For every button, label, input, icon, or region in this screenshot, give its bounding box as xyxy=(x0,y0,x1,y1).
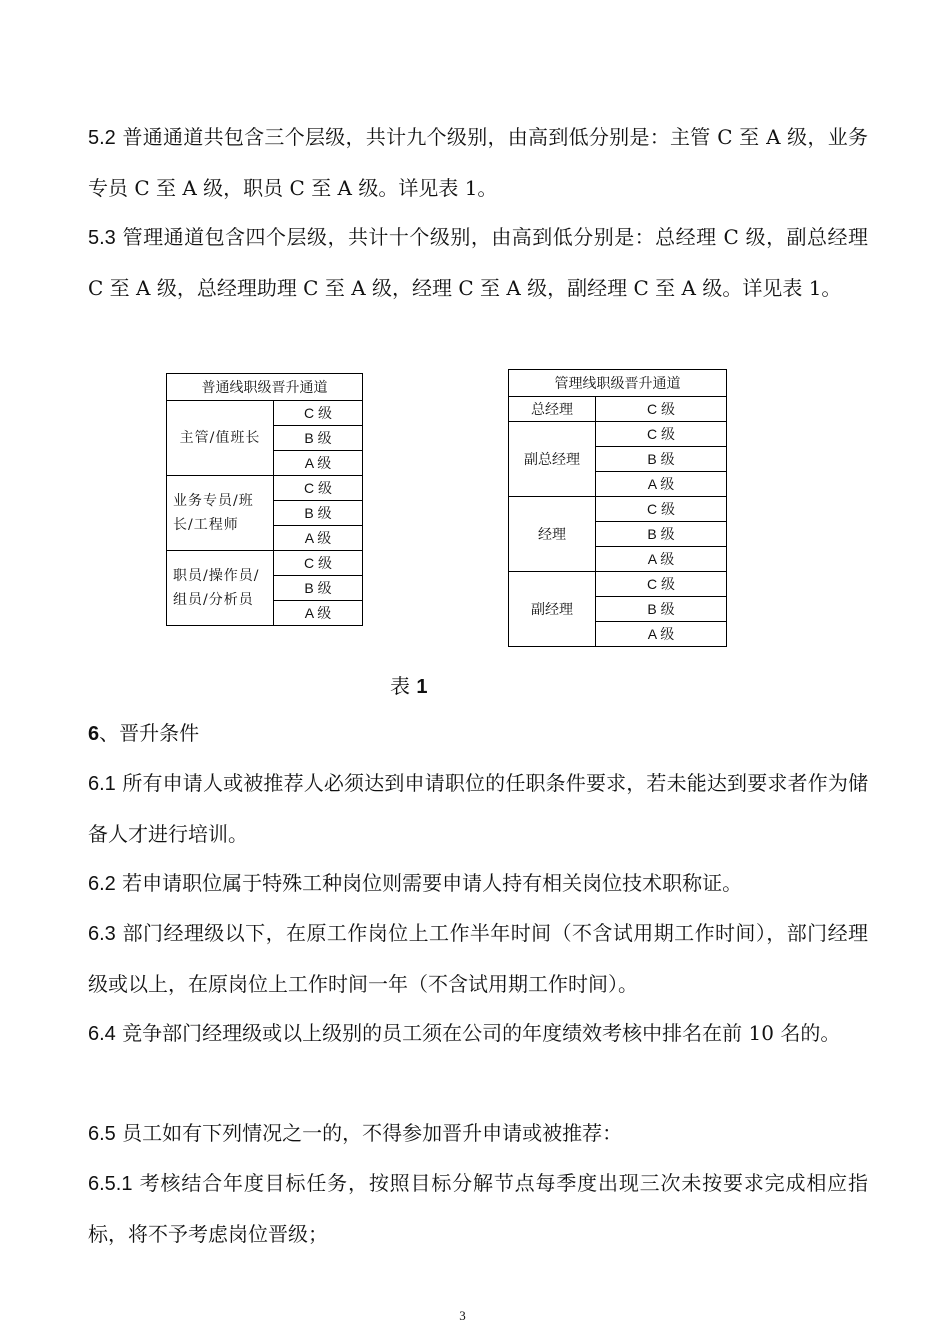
grade-cell: C 级 xyxy=(596,497,727,522)
grade-cell: A 级 xyxy=(596,622,727,647)
grade-cell: C 级 xyxy=(274,476,363,501)
group-name: 经理 xyxy=(509,497,596,572)
section-heading: 6、晋升条件 xyxy=(88,721,200,745)
grade-cell: B 级 xyxy=(596,522,727,547)
paragraph-6-3: 6.3 部门经理级以下，在原工作岗位上工作半年时间（不含试用期工作时间），部门经理级或以上，在原岗位上工作时间一年（不含试用期工作时间）。 xyxy=(88,921,868,996)
grade-cell: A 级 xyxy=(274,526,363,551)
table-caption: 表 1 xyxy=(390,674,428,698)
grade-cell: A 级 xyxy=(274,451,363,476)
group-name: 总经理 xyxy=(509,397,596,422)
grade-cell: B 级 xyxy=(274,501,363,526)
table-row xyxy=(167,476,363,501)
paragraph-6-4: 6.4 竞争部门经理级或以上级别的员工须在公司的年度绩效考核中排名在前 10 名的。 xyxy=(88,1021,841,1045)
normal-track-table xyxy=(166,373,363,626)
grade-cell: C 级 xyxy=(274,401,363,426)
management-track-table xyxy=(508,369,727,647)
grade-cell: A 级 xyxy=(596,472,727,497)
page-number: 3 xyxy=(459,1308,466,1323)
table-row xyxy=(509,497,727,522)
table-row xyxy=(167,551,363,576)
paragraph-5-3: 5.3 管理通道包含四个层级，共计十个级别，由高到低分别是：总经理 C 级，副总经理 C 至 A 级，总经理助理 C 至 A 级，经理 C 至 A 级，副经理 C 至 A 级。详见表 1。 xyxy=(88,225,868,300)
paragraph-6-5-1: 6.5.1 考核结合年度目标任务，按照目标分解节点每季度出现三次未按要求完成相应指标，将不予考虑岗位晋级； xyxy=(88,1171,868,1246)
table-title: 管理线职级晋升通道 xyxy=(509,370,727,397)
grade-cell: B 级 xyxy=(596,447,727,472)
grade-cell: C 级 xyxy=(596,572,727,597)
grade-cell: C 级 xyxy=(596,397,727,422)
paragraph-5-2: 5.2 普通通道共包含三个层级，共计九个级别，由高到低分别是：主管 C 至 A 级，业务专员 C 至 A 级，职员 C 至 A 级。详见表 1。 xyxy=(88,125,868,200)
group-name: 副经理 xyxy=(509,572,596,647)
paragraph-6-2: 6.2 若申请职位属于特殊工种岗位则需要申请人持有相关岗位技术职称证。 xyxy=(88,871,743,895)
table-row xyxy=(509,397,727,422)
group-name: 职员/操作员/组员/分析员 xyxy=(167,551,274,626)
table-row xyxy=(509,422,727,447)
group-name: 业务专员/班长/工程师 xyxy=(167,476,274,551)
grade-cell: A 级 xyxy=(596,547,727,572)
grade-cell: A 级 xyxy=(274,601,363,626)
group-name: 主管/值班长 xyxy=(167,401,274,476)
table-row xyxy=(509,572,727,597)
paragraph-6-1: 6.1 所有申请人或被推荐人必须达到申请职位的任职条件要求，若未能达到要求者作为储备人才进行培训。 xyxy=(88,771,868,846)
grade-cell: B 级 xyxy=(274,426,363,451)
grade-cell: C 级 xyxy=(596,422,727,447)
table-row xyxy=(167,401,363,426)
grade-cell: C 级 xyxy=(274,551,363,576)
table-row xyxy=(509,370,727,397)
grade-cell: B 级 xyxy=(274,576,363,601)
table-title: 普通线职级晋升通道 xyxy=(167,374,363,401)
grade-cell: B 级 xyxy=(596,597,727,622)
group-name: 副总经理 xyxy=(509,422,596,497)
table-row xyxy=(167,374,363,401)
paragraph-6-5: 6.5 员工如有下列情况之一的，不得参加晋升申请或被推荐： xyxy=(88,1121,623,1145)
